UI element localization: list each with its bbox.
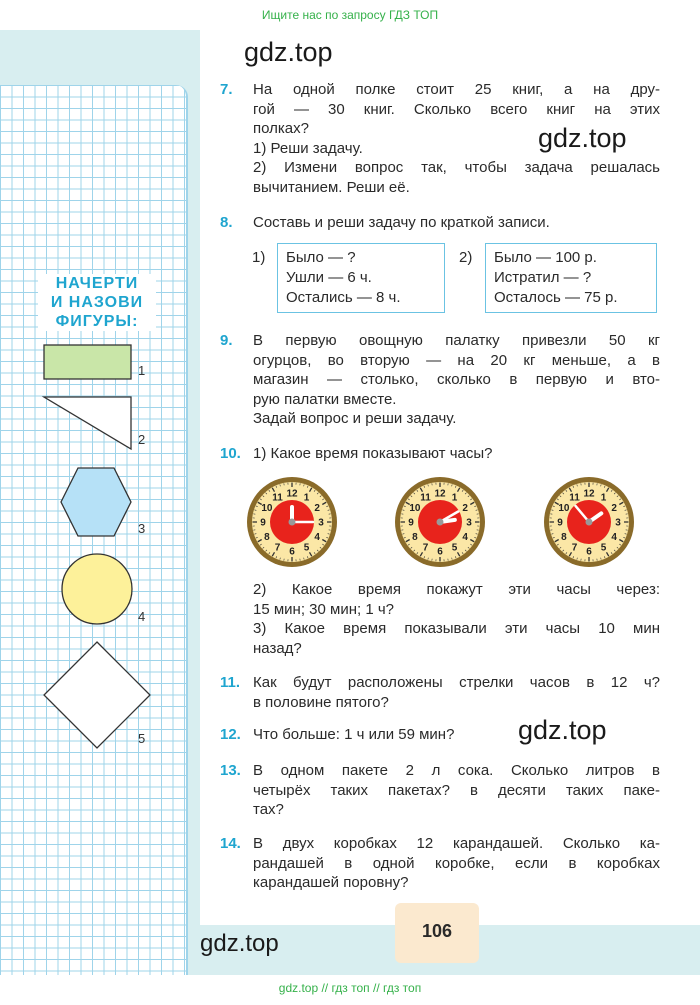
clock-number: 5 [451, 542, 458, 554]
box-line: Было — 100 р. [494, 249, 597, 266]
shape-label-5: 5 [138, 731, 146, 746]
clock-number: 1 [600, 492, 607, 504]
task-line: гой — 30 книг. Сколько всего книг на этих [253, 100, 660, 118]
clock-number: 11 [420, 492, 431, 504]
clock-number: 6 [437, 546, 443, 558]
clock-number: 2 [314, 503, 320, 514]
shape-label-4: 4 [138, 609, 146, 624]
shape-triangle [44, 397, 131, 449]
clock-number: 2 [611, 503, 617, 514]
bottom-strip: gdz.top // гдз топ // гдз топ [0, 975, 700, 1005]
task-line: 1) Реши задачу. [253, 139, 363, 157]
task-11 [220, 673, 660, 712]
clock-number: 9 [408, 517, 414, 529]
task-line: Задай вопрос и реши задачу. [253, 410, 457, 427]
task-line: 2) Какое время покажут эти часы через: [253, 581, 660, 598]
clock-number: 5 [600, 542, 607, 554]
task-line: карандашей поровну? [253, 874, 409, 891]
task-line: Как будут расположены стрелки часов в 12 ч? [253, 674, 660, 691]
clock-number: 11 [569, 492, 580, 504]
clock-number: 9 [557, 517, 563, 529]
task-number: 8. [220, 214, 233, 231]
task-7 [220, 80, 660, 197]
task-line: На одной полке стоит 25 книг, а на дру- [253, 81, 660, 98]
clock-3 [542, 475, 636, 569]
draw-title-line3: ФИГУРЫ: [55, 313, 139, 330]
box-line: Остались — 8 ч. [286, 289, 401, 306]
clock-number: 10 [558, 503, 570, 514]
task-number: 13. [220, 762, 241, 779]
task-line: В двух коробках 12 карандашей. Сколько ка- [253, 835, 660, 852]
clock-number: 8 [264, 532, 270, 543]
clock-pivot [437, 519, 444, 526]
box1-label: 1) [252, 249, 266, 266]
task-line: рандашей в одной коробке, если в коробках [253, 854, 660, 872]
task-10-questions [220, 580, 660, 658]
clock-number: 3 [318, 517, 324, 529]
task-line: в половине пятого? [253, 693, 389, 711]
box-line: Было — ? [286, 249, 356, 266]
clock-pivot [586, 519, 593, 526]
clock-1 [245, 475, 339, 569]
task-number: 11. [220, 674, 241, 691]
task-number: 14. [220, 835, 241, 852]
clock-number: 3 [466, 517, 472, 529]
clock-number: 11 [272, 492, 283, 504]
watermark-4: gdz.top [200, 930, 279, 957]
shape-square-rotated [44, 642, 150, 748]
watermark-3: gdz.top [514, 714, 611, 746]
clock-number: 1 [451, 492, 458, 504]
clock-number: 4 [314, 532, 320, 543]
shape-circle [62, 554, 132, 624]
task-line: тах? [253, 801, 284, 818]
task-number: 9. [220, 332, 233, 349]
clock-number: 4 [611, 532, 617, 543]
clock-number: 2 [462, 503, 468, 514]
draw-title-line2: И НАЗОВИ [50, 294, 144, 311]
shape-label-1: 1 [138, 363, 146, 378]
shape-label-3: 3 [138, 521, 146, 536]
clock-number: 12 [583, 488, 595, 500]
box-line: Ушли — 6 ч. [286, 269, 372, 286]
task-line: 15 мин; 30 мин; 1 ч? [253, 600, 394, 618]
task-line: магазин — столько, сколько в первую и вто- [253, 371, 660, 388]
task-line: 2) Измени вопрос так, чтобы задача решалась [253, 159, 660, 176]
clock-number: 5 [303, 542, 310, 554]
task-12 [220, 725, 510, 745]
shape-rectangle [44, 345, 131, 379]
top-banner: Ищите нас по запросу ГДЗ ТОП [0, 0, 700, 30]
task-14 [220, 834, 660, 893]
draw-title-line1: НАЧЕРТИ [55, 275, 139, 292]
task-line: 3) Какое время показывали эти часы 10 мин [253, 620, 660, 637]
task-line: полках? [253, 120, 309, 137]
box-line: Истратил — ? [494, 269, 592, 286]
clock-number: 10 [261, 503, 273, 514]
task-line: Что больше: 1 ч или 59 мин? [253, 726, 455, 743]
task-line: назад? [253, 639, 302, 657]
box2-label: 2) [459, 249, 473, 266]
task-number: 10. [220, 445, 241, 462]
page-number: 106 [395, 903, 479, 963]
task-line: огурцов, во вторую — на 20 кг меньше, а в [253, 351, 660, 369]
shape-hexagon [61, 468, 131, 536]
short-record-box-1 [277, 243, 445, 313]
task-line: В первую овощную палатку привезли 50 кг [253, 332, 660, 349]
clock-number: 9 [260, 517, 266, 529]
shapes-figure [0, 330, 190, 750]
task-line: четырёх таких пакетах? в десяти таких паке- [253, 781, 660, 799]
task-line: Составь и реши задачу по краткой записи. [253, 214, 550, 231]
clock-number: 7 [422, 542, 429, 554]
task-line: В одном пакете 2 л сока. Сколько литров в [253, 762, 660, 779]
short-record-box-2 [485, 243, 657, 313]
task-9 [220, 331, 660, 429]
task-number: 12. [220, 726, 241, 743]
clock-pivot [289, 519, 296, 526]
task-number: 7. [220, 81, 233, 98]
box-line: Осталось — 75 р. [494, 289, 618, 306]
watermark-2: gdz.top [534, 122, 631, 154]
task-line: вычитанием. Реши её. [253, 178, 410, 196]
clock-number: 6 [289, 546, 295, 558]
clock-number: 12 [434, 488, 446, 500]
watermark-1: gdz.top [240, 36, 337, 68]
clock-number: 7 [274, 542, 281, 554]
task-10 [220, 444, 660, 464]
clock-number: 8 [561, 532, 567, 543]
clock-number: 4 [462, 532, 468, 543]
task-13 [220, 761, 660, 820]
shape-label-2: 2 [138, 432, 146, 447]
draw-title [38, 274, 156, 331]
clock-number: 10 [409, 503, 421, 514]
task-line: 1) Какое время показывают часы? [253, 445, 493, 462]
clock-number: 6 [586, 546, 592, 558]
task-line: рую палатки вместе. [253, 390, 397, 408]
clock-number: 1 [303, 492, 310, 504]
clock-number: 3 [615, 517, 621, 529]
clock-2 [393, 475, 487, 569]
task-8 [220, 213, 660, 233]
clock-number: 7 [571, 542, 578, 554]
clock-number: 8 [412, 532, 418, 543]
clock-number: 12 [286, 488, 298, 500]
